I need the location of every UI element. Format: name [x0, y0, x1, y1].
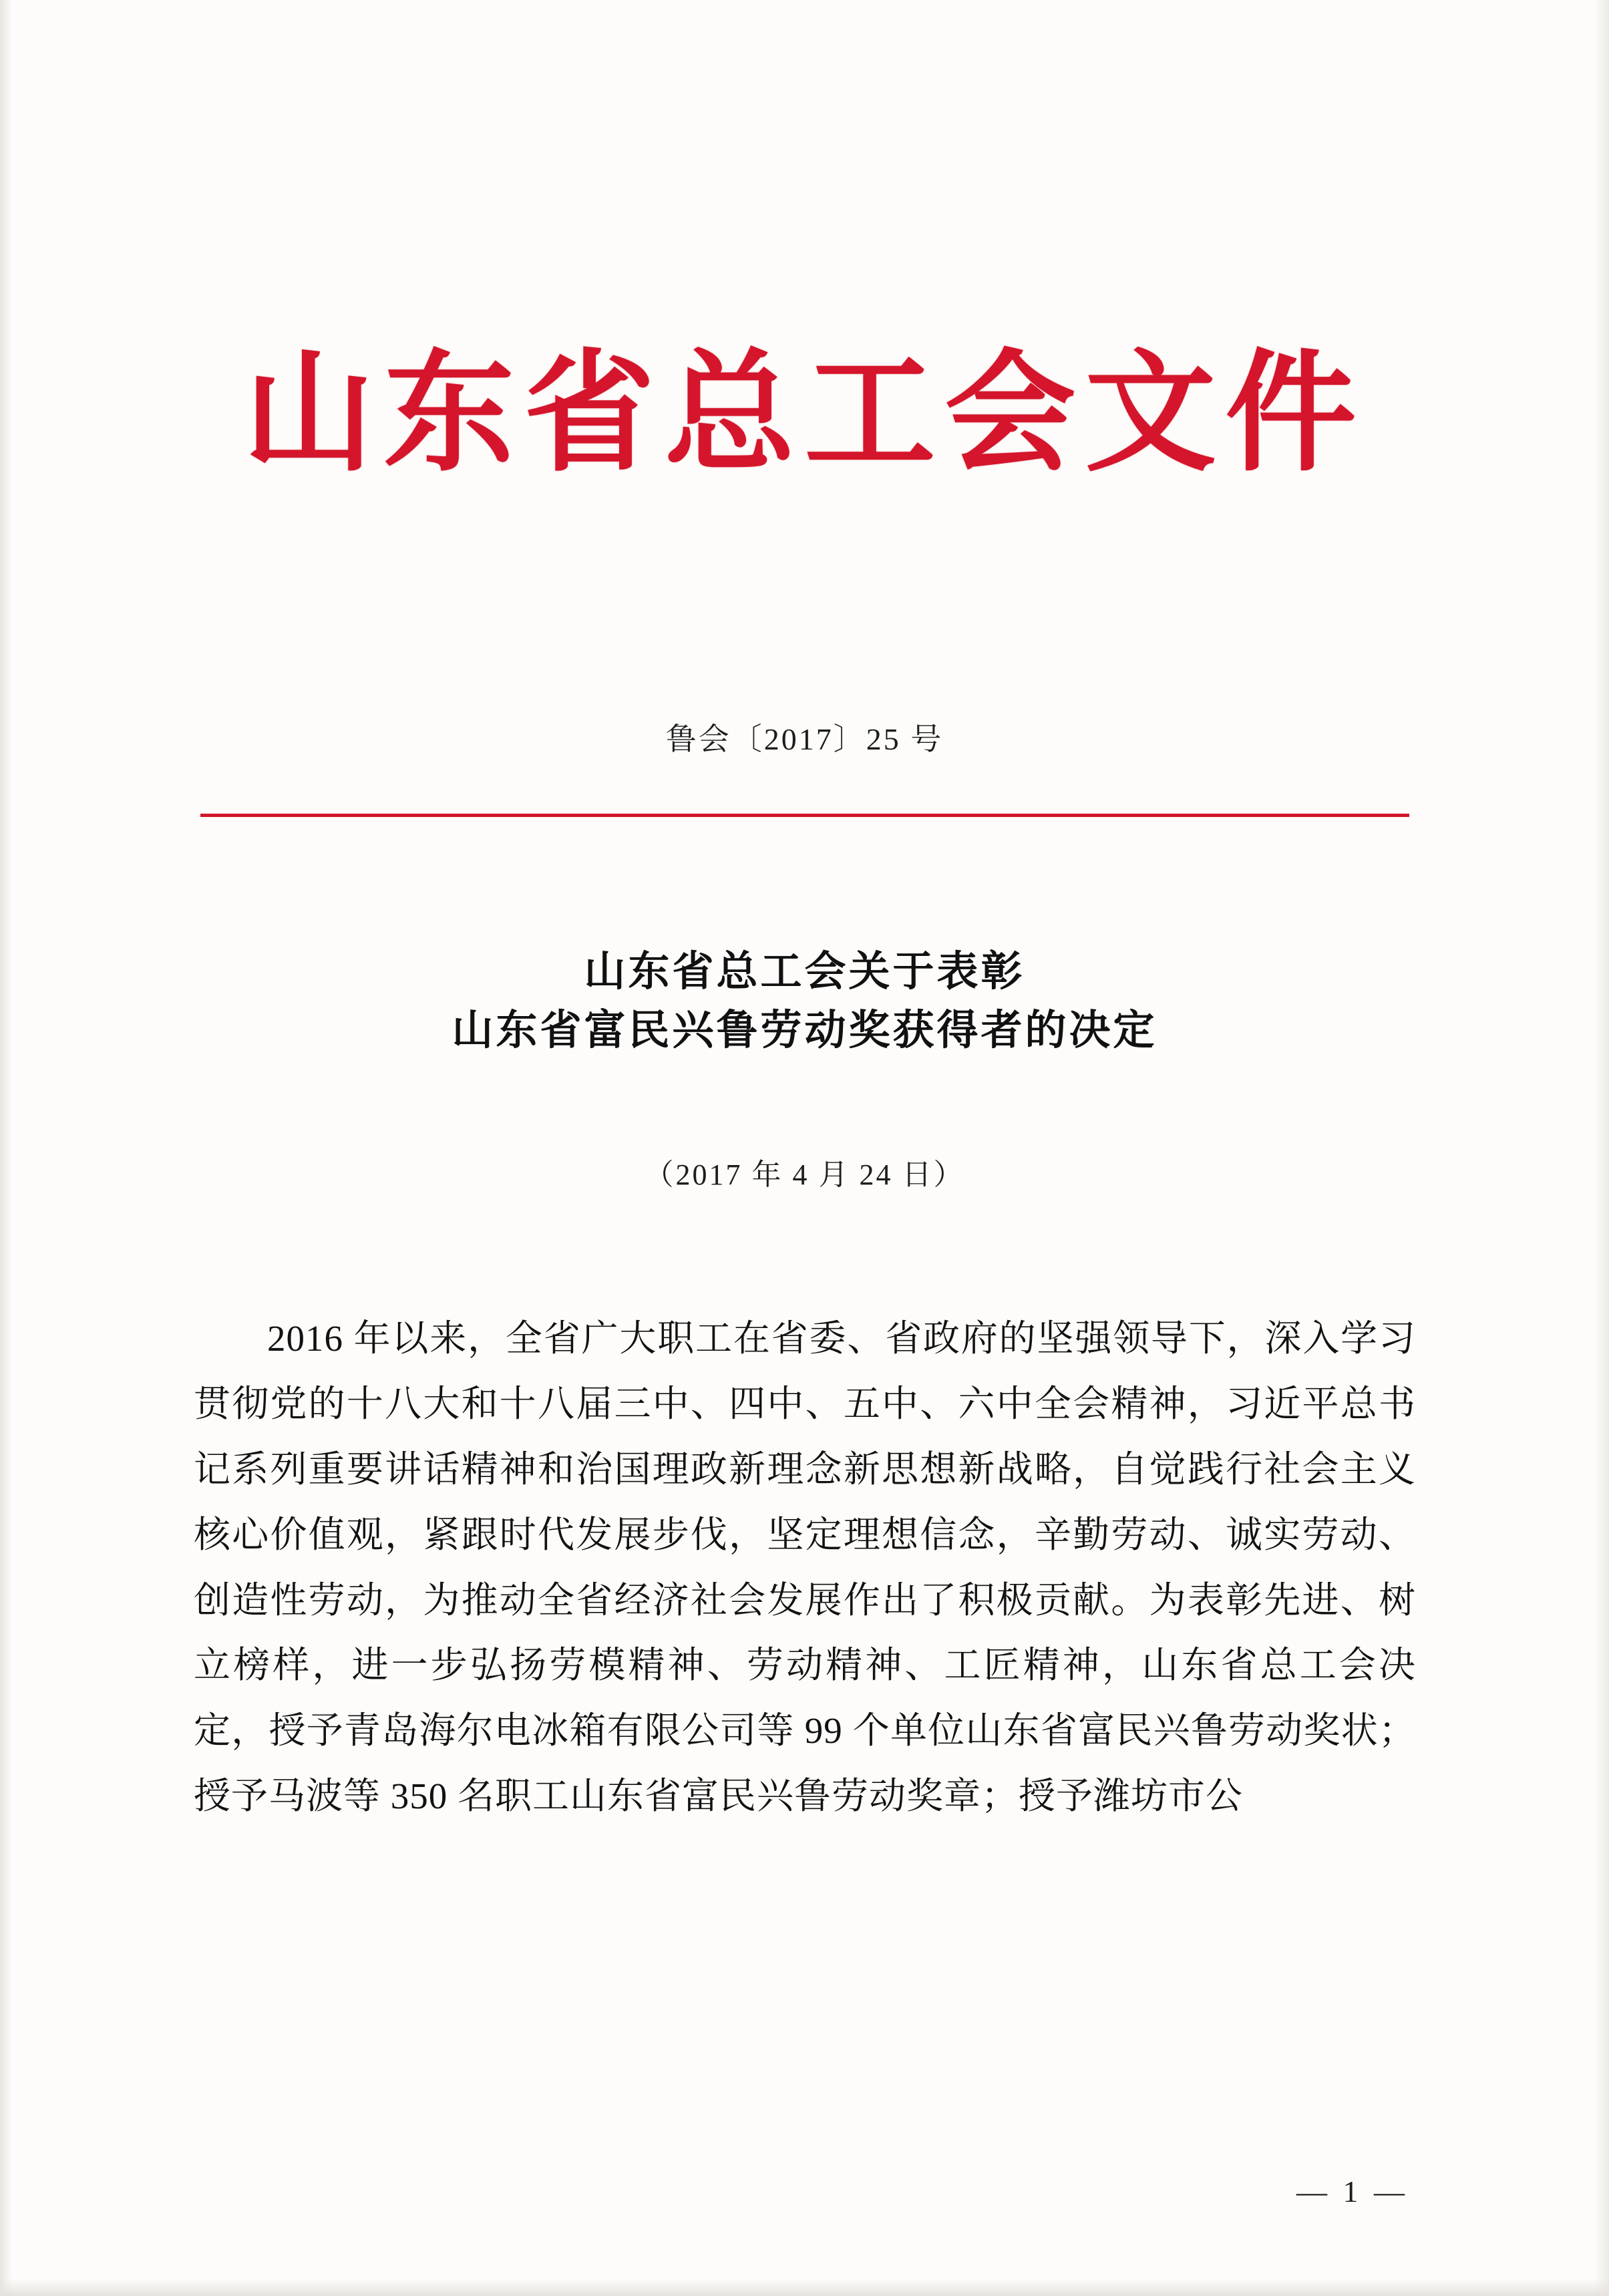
- page-number: — 1 —: [1296, 2174, 1409, 2208]
- document-title: [0, 942, 1609, 1059]
- document-number: 鲁会〔2017〕25 号: [665, 722, 944, 756]
- document-title-line-2: 山东省富民兴鲁劳动奖获得者的决定: [452, 1005, 1157, 1055]
- document-body: [194, 1306, 1416, 1829]
- red-divider-rule: [200, 814, 1409, 817]
- document-masthead: 山东省总工会文件: [243, 336, 1366, 490]
- document-title-line-1: 山东省总工会关于表彰: [584, 947, 1025, 995]
- paper-edge-bottom: [0, 2279, 1609, 2296]
- paper-edge-right: [1594, 0, 1609, 2296]
- body-paragraph-1: 2016 年以来，全省广大职工在省委、省政府的坚强领导下，深入学习贯彻党的十八大和十八届三中、四中、五中、六中全会精神，习近平总书记系列重要讲话精神和治国理政新理念新思想新战略，自觉践行社会主义核心价值观，紧跟时代发展步伐，坚定理想信念，辛勤劳动、诚实劳动、创造性劳动，为推动全省经济社会发展作出了积极贡献。为表彰先进、树立榜样，进一步弘扬劳模精神、劳动精神、工匠精神，山东省总工会决定，授予青岛海尔电冰箱有限公司等 99 个单位山东省富民兴鲁劳动奖状；授予马波等 350 名职工山东省富民兴鲁劳动奖章；授予潍坊市公: [194, 1318, 1416, 1817]
- document-date: （2017 年 4 月 24 日）: [644, 1158, 965, 1191]
- paper-edge-left: [0, 0, 12, 2296]
